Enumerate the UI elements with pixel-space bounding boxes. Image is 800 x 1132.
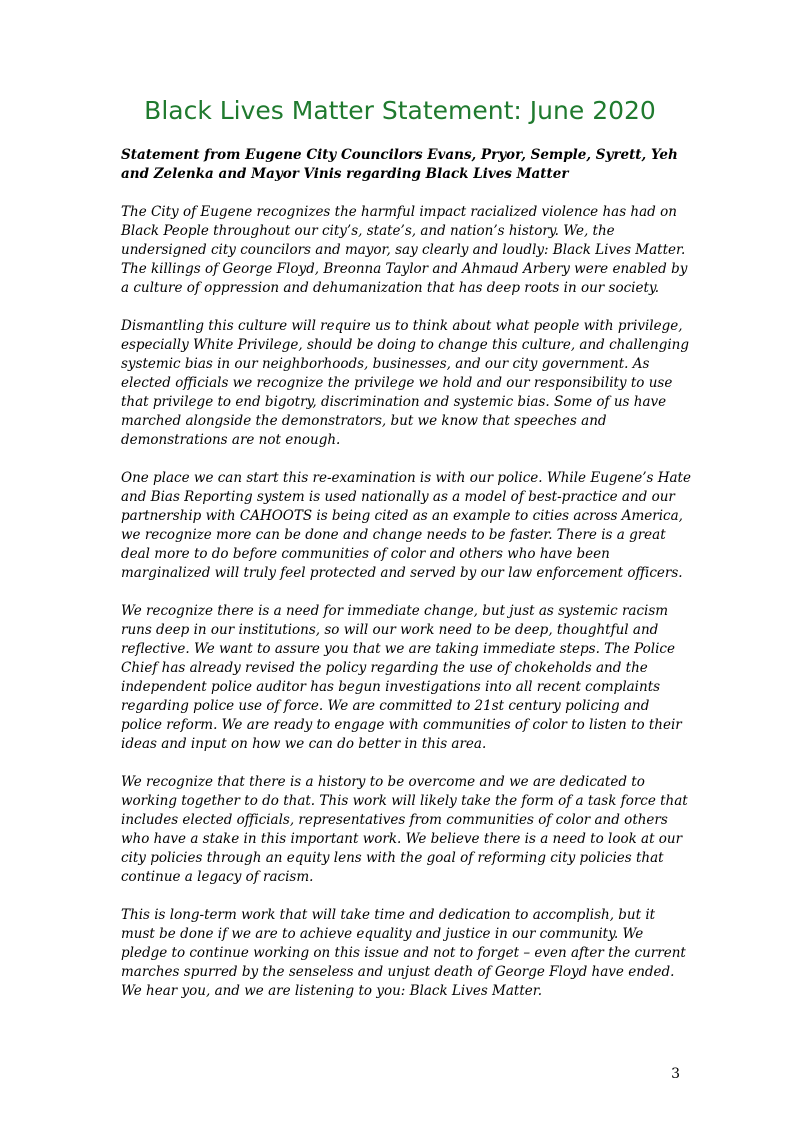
statement-body (121, 146, 691, 1020)
paragraph-dismantling: Dismantling this culture will require us to think about what people with privilege, especially White Privilege, should be doing to change this culture, and challenging systemic bias in our neighborhoods, businesses, and our city government. As elected officials we recognize the privilege we hold and our responsibility to use that privilege to end bigotry, discrimination and systemic bias. Some of us have marched alongside the demonstrators, but we know that speeches and demonstrations are not enough. (121, 318, 690, 448)
paragraph-immediate-change: We recognize there is a need for immediate change, but just as systemic racism runs deep in our institutions, so will our work need to be deep, thoughtful and reflective. We want to assure you that we are taking immediate steps. The Police Chief has already revised the policy regarding the use of chokeholds and the independent police auditor has begun investigations into all recent complaints regarding police use of force. We are committed to 21st century policing and police reform. We are ready to engage with communities of color to listen to their ideas and input on how we can do better in this area. (121, 603, 682, 752)
statement-subtitle: Statement from Eugene City Councilors Evans, Pryor, Semple, Syrett, Yeh and Zelenka and Mayor Vinis regarding Black Lives Matter (121, 147, 678, 182)
paragraph-police: One place we can start this re-examination is with our police. While Eugene’s Hate and Bias Reporting system is used nationally as a model of best-practice and our partnership with CAHOOTS is being cited as an example to cities across America, we recognize more can be done and change needs to be faster. There is a great deal more to do before communities of color and others who have been marginalized will truly feel protected and served by our law enforcement officers. (121, 470, 691, 581)
paragraph-recognition: The City of Eugene recognizes the harmful impact racialized violence has had on Black People throughout our city’s, state’s, and nation’s history. We, the undersigned city councilors and mayor, say clearly and loudly: Black Lives Matter. The killings of George Floyd, Breonna Taylor and Ahmaud Arbery were enabled by a culture of oppression and dehumanization that has deep roots in our society. (121, 204, 688, 296)
paragraph-task-force: We recognize that there is a history to be overcome and we are dedicated to working together to do that. This work will likely take the form of a task force that includes elected officials, representatives from communities of color and others who have a stake in this important work. We believe there is a need to look at our city policies through an equity lens with the goal of reforming city policies that continue a legacy of racism. (121, 774, 688, 885)
page-number: 3 (671, 1066, 680, 1082)
paragraph-long-term: This is long-term work that will take time and dedication to accomplish, but it must be done if we are to achieve equality and justice in our community. We pledge to continue working on this issue and not to forget – even after the current marches spurred by the senseless and unjust death of George Floyd have ended. We hear you, and we are listening to you: Black Lives Matter. (121, 907, 686, 999)
page-title: Black Lives Matter Statement: June 2020 (144, 96, 656, 125)
